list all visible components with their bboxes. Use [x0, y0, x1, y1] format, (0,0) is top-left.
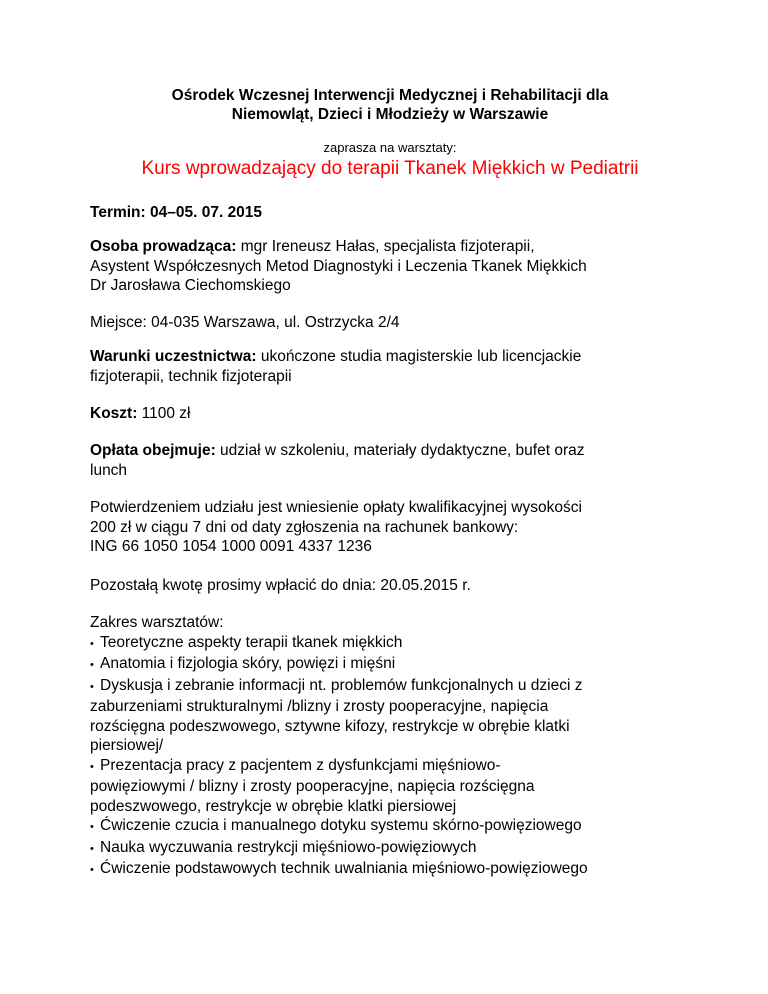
term-text: Termin: 04–05. 07. 2015: [90, 204, 263, 221]
scope-item-line: [90, 676, 690, 698]
confirmation-line2: 200 zł w ciągu 7 dni od daty zgłoszenia na rachunek bankowy:: [90, 518, 519, 536]
scope-list-item: [90, 654, 690, 676]
instructor-line1: [90, 237, 690, 257]
term-line: [90, 203, 690, 223]
organization-title: [90, 86, 690, 124]
instructor-line2: Asystent Współczesnych Metod Diagnostyki i Leczenia Tkanek Miękkich: [90, 257, 587, 275]
scope-list-item: [90, 633, 690, 655]
bullet-icon: •: [90, 842, 94, 855]
instructor-label: Osoba prowadząca:: [90, 238, 237, 255]
conditions-line2: fizjoterapii, technik fizjoterapii: [90, 367, 292, 385]
scope-item-text: powięziowymi / blizny i zrosty pooperacyjne, napięcia rozścięgna: [90, 778, 535, 795]
scope-item-line: [90, 838, 690, 860]
confirmation-line1: Potwierdzeniem udziału jest wniesienie opłaty kwalifikacyjnej wysokości: [90, 499, 582, 516]
course-title: Kurs wprowadzający do terapii Tkanek Miękkich w Pediatrii: [141, 158, 639, 179]
instructor-section: [90, 237, 690, 296]
scope-item-text: podeszwowego, restrykcje w obrębie klatki piersiowej: [90, 797, 457, 815]
scope-section: [90, 613, 690, 881]
scope-item-line: [90, 736, 690, 756]
scope-item-line: [90, 797, 690, 817]
conditions-line1: [90, 347, 690, 367]
bullet-icon: •: [90, 760, 94, 773]
organization-title-line1: Ośrodek Wczesnej Interwencji Medycznej i Rehabilitacji dla: [171, 87, 609, 104]
organization-title-line2: Niemowląt, Dzieci i Młodzieży w Warszawie: [231, 106, 549, 123]
scope-item-line: [90, 717, 690, 737]
scope-item-text: piersiowej/: [90, 737, 164, 754]
scope-list-item: [90, 816, 690, 838]
remaining-payment-line: Pozostałą kwotę prosimy wpłacić do dnia: 20.05.2015 r.: [90, 577, 471, 594]
bullet-icon: •: [90, 864, 94, 876]
scope-item-line: [90, 654, 690, 676]
includes-section: [90, 441, 690, 480]
invitation-text: zaprasza na warsztaty:: [323, 140, 457, 155]
scope-item-text: rozścięgna podeszwowego, sztywne kifozy, restrykcje w obrębie klatki: [90, 717, 570, 735]
scope-item-text: zaburzeniami strukturalnymi /blizny i zrosty pooperacyjne, napięcia: [90, 698, 549, 715]
scope-list-item: [90, 859, 690, 881]
scope-list-item: [90, 838, 690, 860]
place-line: Miejsce: 04-035 Warszawa, ul. Ostrzycka 2/4: [90, 314, 400, 331]
confirmation-section: [90, 498, 690, 557]
scope-item-text: Ćwiczenie podstawowych technik uwalniania mięśniowo-powięziowego: [100, 860, 588, 877]
cost-line: [90, 404, 690, 424]
includes-line2: lunch: [90, 461, 128, 479]
scope-list-item: [90, 676, 690, 756]
scope-item-text: Teoretyczne aspekty terapii tkanek miękkich: [100, 633, 403, 651]
includes-value: udział w szkoleniu, materiały dydaktyczne, bufet oraz: [215, 442, 585, 459]
scope-item-text: Anatomia i fizjologia skóry, powięzi i mięśni: [100, 655, 396, 672]
scope-item-text: Dyskusja i zebranie informacji nt. problemów funkcjonalnych u dzieci z: [100, 676, 583, 694]
bullet-icon: •: [90, 659, 94, 671]
scope-item-line: [90, 777, 690, 797]
scope-list-item: [90, 756, 690, 817]
bullet-icon: •: [90, 637, 94, 650]
scope-item-text: Prezentacja pracy z pacjentem z dysfunkcjami mięśniowo-: [100, 756, 501, 774]
instructor-line3: Dr Jarosława Ciechomskiego: [90, 277, 291, 294]
scope-item-line: [90, 633, 690, 655]
includes-line1: [90, 441, 690, 461]
cost-value: 1100 zł: [137, 405, 191, 422]
scope-item-line: [90, 859, 690, 881]
conditions-section: [90, 347, 690, 386]
bullet-icon: •: [90, 680, 94, 693]
cost-label: Koszt:: [90, 405, 138, 422]
bank-account-number: ING 66 1050 1054 1000 0091 4337 1236: [90, 538, 372, 555]
scope-list: [90, 633, 690, 881]
scope-heading: Zakres warsztatów:: [90, 614, 224, 631]
bullet-icon: •: [90, 821, 94, 833]
conditions-label: Warunki uczestnictwa:: [90, 348, 257, 365]
instructor-name: mgr Ireneusz Hałas, specjalista fizjoterapii,: [236, 238, 535, 255]
scope-item-line: [90, 756, 690, 778]
scope-item-line: [90, 697, 690, 717]
includes-label: Opłata obejmuje:: [90, 442, 216, 459]
scope-item-text: Nauka wyczuwania restrykcji mięśniowo-powięziowych: [100, 838, 477, 856]
conditions-value: ukończone studia magisterskie lub licencjackie: [256, 348, 582, 365]
scope-item-text: Ćwiczenie czucia i manualnego dotyku systemu skórno-powięziowego: [100, 817, 582, 834]
scope-item-line: [90, 816, 690, 838]
